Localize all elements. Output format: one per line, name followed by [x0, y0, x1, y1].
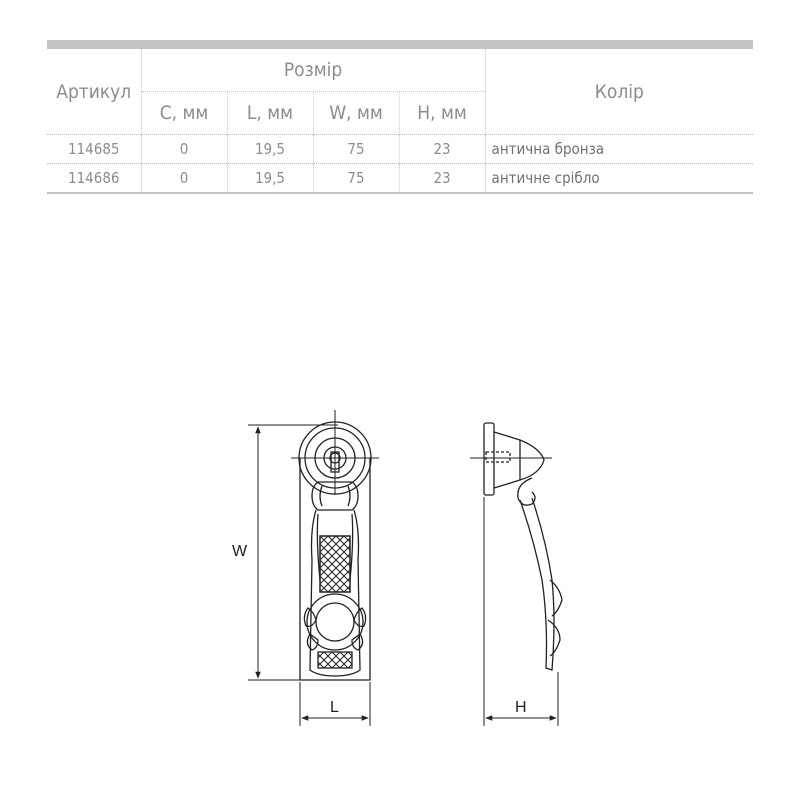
side-screw [486, 452, 510, 462]
decor-panel-lower [318, 652, 352, 668]
header-h: H, мм [399, 92, 485, 135]
header-article: Артикул [47, 49, 141, 135]
dim-label-h: H [515, 699, 527, 716]
side-arm [520, 498, 554, 670]
cell-color: антична бронза [485, 135, 753, 164]
dim-label-l: L [330, 699, 339, 716]
cell-color: античне срібло [485, 164, 753, 193]
side-arm-detail [548, 580, 562, 656]
header-l: L, мм [227, 92, 313, 135]
cell-w: 75 [313, 135, 399, 164]
dim-label-w: W [232, 543, 248, 560]
cell-h: 23 [399, 135, 485, 164]
header-color: Колір [485, 49, 753, 135]
side-cone [494, 432, 544, 488]
header-c: C, мм [159, 102, 209, 124]
ornament-inner [316, 603, 354, 641]
ornament-scroll-top [304, 608, 365, 626]
dimension-h [484, 497, 558, 726]
header-w: W, мм [313, 92, 399, 135]
cell-l: 19,5 [227, 164, 313, 193]
cell-c: 0 [141, 135, 227, 164]
cell-article: 114685 [47, 135, 141, 164]
header-size: Розмір [141, 49, 485, 92]
cell-h: 23 [399, 164, 485, 193]
cell-article: 114686 [47, 164, 141, 193]
cell-w: 75 [313, 164, 399, 193]
cell-l: 19,5 [227, 135, 313, 164]
cell-c: 0 [141, 164, 227, 193]
decor-panel [320, 536, 350, 592]
front-view [291, 410, 379, 680]
